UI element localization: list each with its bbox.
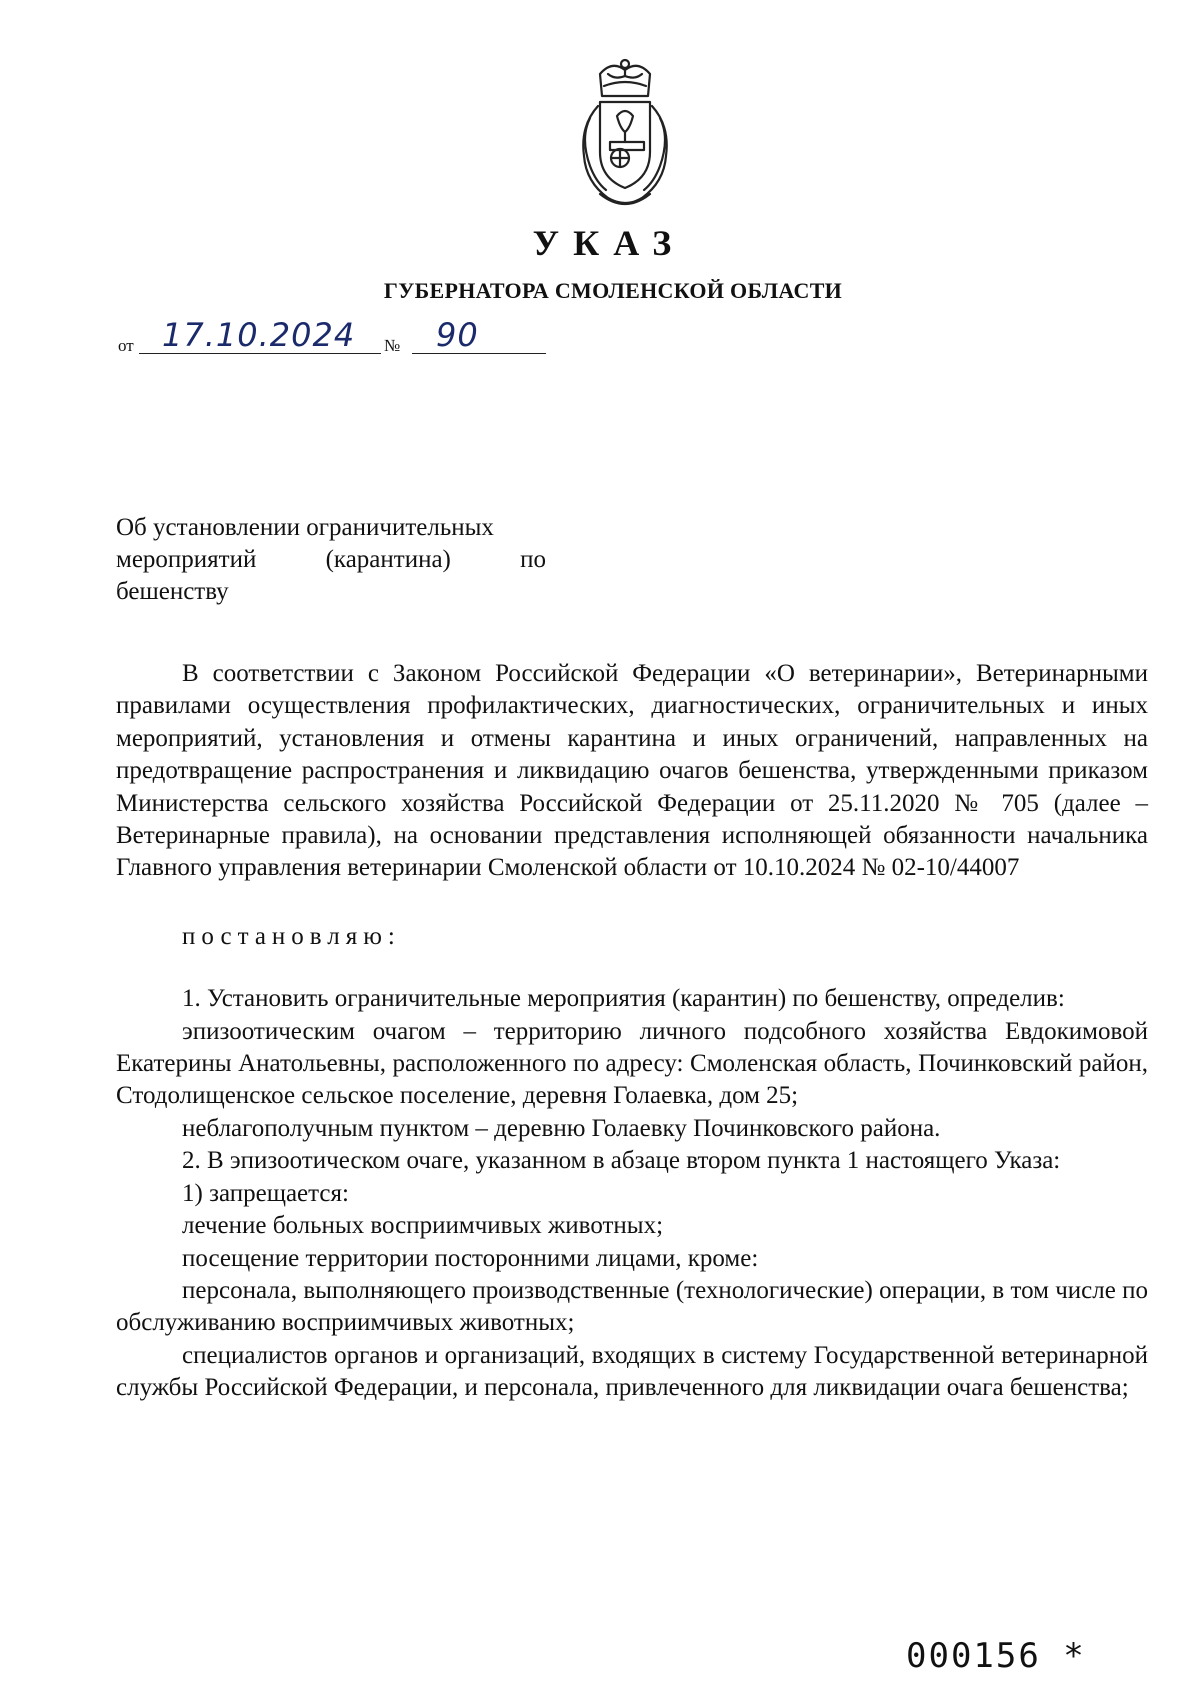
number-underline xyxy=(412,353,546,354)
decree-word: постановляю: xyxy=(182,922,401,950)
paragraph: лечение больных восприимчивых животных; xyxy=(182,1212,664,1240)
issuer-title: ГУБЕРНАТОРА СМОЛЕНСКОЙ ОБЛАСТИ xyxy=(383,278,843,303)
registration-line xyxy=(118,316,548,362)
paragraph: посещение территории посторонними лицами, кроме: xyxy=(182,1244,759,1272)
document-body xyxy=(116,658,1148,1405)
number-label: № xyxy=(384,336,401,355)
paragraph: 1. Установить ограничительные мероприятия (карантин) по бешенству, определив: xyxy=(182,985,1065,1013)
paragraph: неблагополучным пунктом – деревню Голаевку Починковского района. xyxy=(182,1114,941,1142)
subject-line: Об установлении ограничительных xyxy=(116,514,494,541)
paragraph: персонала, выполняющего производственные (технологические) операции, в том числе по обслуживанию восприимчивых животных; xyxy=(116,1276,1148,1337)
page-code: 000156 * xyxy=(906,1636,1086,1676)
date-label: от xyxy=(118,336,134,355)
coat-of-arms-icon xyxy=(560,56,690,214)
date-value: 17.10.2024 xyxy=(162,316,356,354)
paragraph: специалистов органов и организаций, входящих в систему Государственной ветеринарной службы Российской Федерации, и персонала, привлеченного для ликвидации очага бешенства; xyxy=(116,1341,1148,1402)
paragraph: эпизоотическим очагом – территорию личного подсобного хозяйства Евдокимовой Екатерины Анатольевны, расположенного по адресу: Смоленская область, Починковский район, Стодолищенское сельское поселение, деревня Голаевка, дом 25; xyxy=(116,1017,1148,1110)
subject-line: бешенству xyxy=(116,578,229,605)
document-subject xyxy=(116,512,546,608)
paragraph: 1) запрещается: xyxy=(182,1179,349,1207)
subject-line: мероприятий (карантина) по xyxy=(116,546,546,573)
paragraph: 2. В эпизоотическом очаге, указанном в абзаце втором пункта 1 настоящего Указа: xyxy=(182,1147,1061,1175)
document-title: УКАЗ xyxy=(532,223,686,263)
number-value: 90 xyxy=(436,316,479,354)
preamble-paragraph: В соответствии с Законом Российской Федерации «О ветеринарии», Ветеринарными правилами осуществления профилактических, диагностических, ограничительных и иных мероприятий, установления и отмены карантина и иных ограничений, направленных на предотвращение распространения и ликвидацию очагов бешенства, утвержденными приказом Министерства сельского хозяйства Российской Федерации от 25.11.2020 № 705 (далее – Ветеринарные правила), на основании представления исполняющей обязанности начальника Главного управления ветеринарии Смоленской области от 10.10.2024 № 02-10/44007 xyxy=(116,660,1148,882)
